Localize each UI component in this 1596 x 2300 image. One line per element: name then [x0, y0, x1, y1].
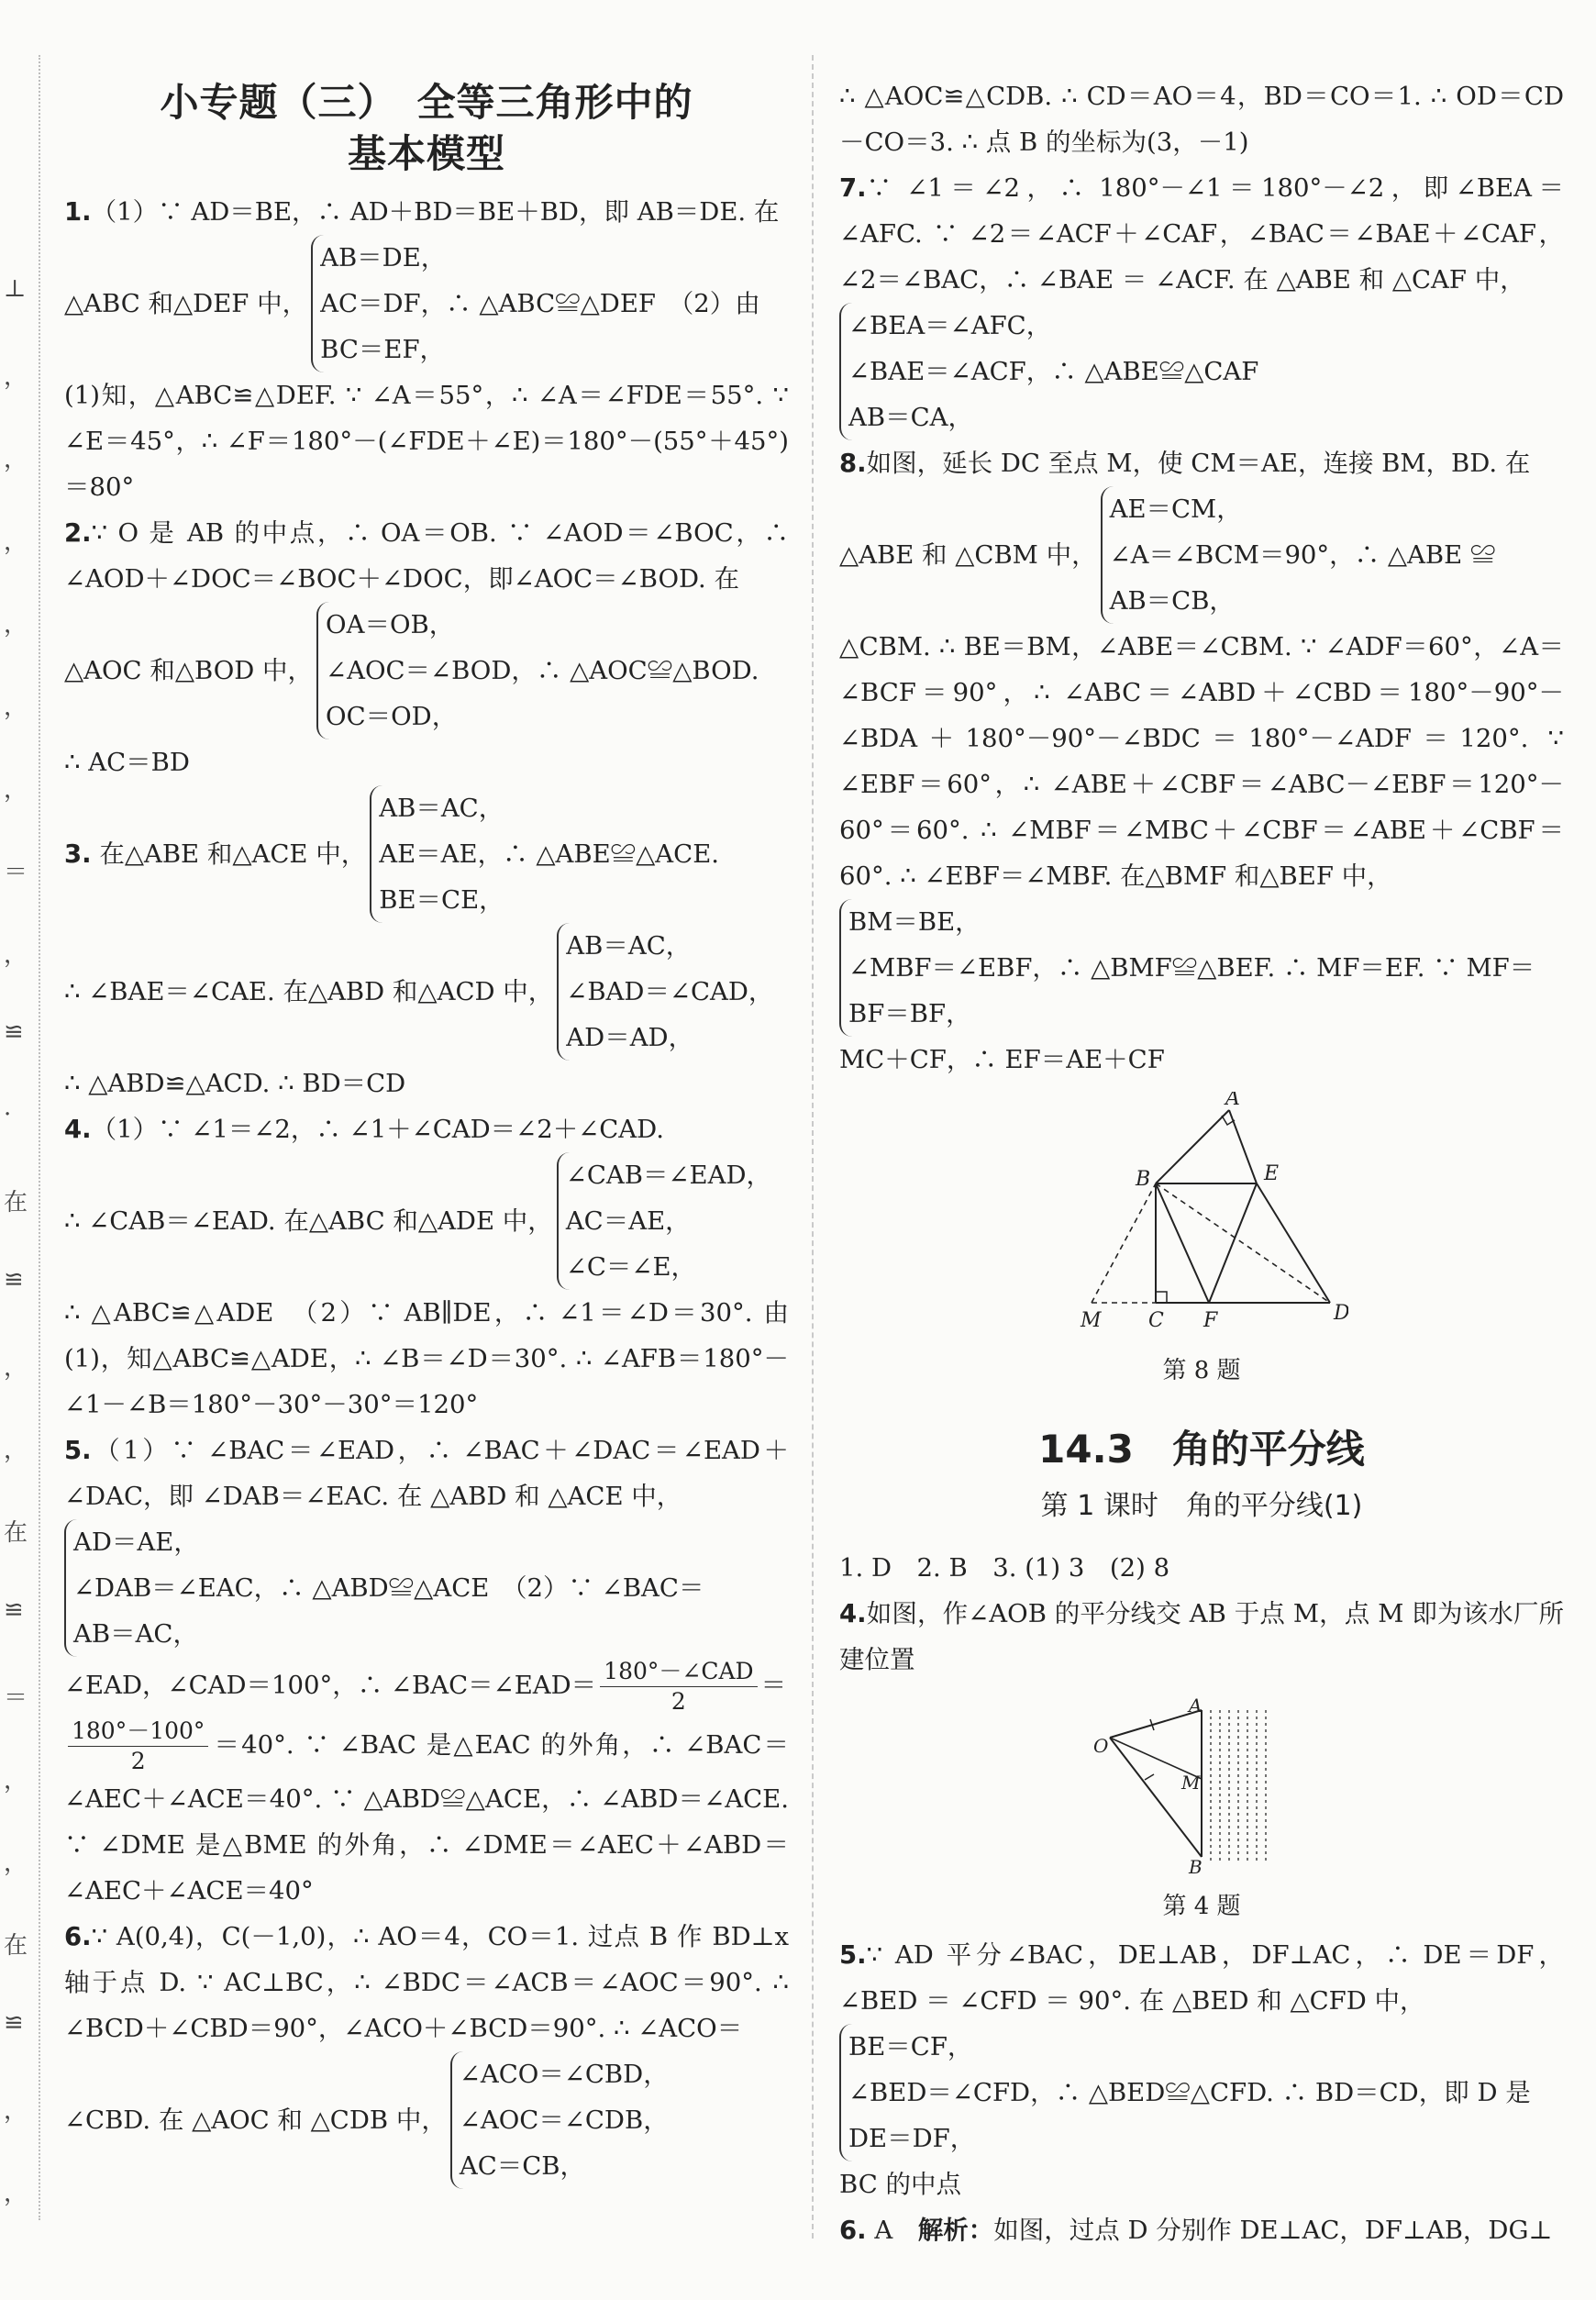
fig4-label-B: B [1189, 1856, 1203, 1875]
q1-brace [311, 235, 760, 372]
q7-system [839, 303, 1564, 440]
q3-brace-2 [557, 923, 773, 1061]
edge-mark: ， [4, 446, 28, 473]
fig4-label-M: M [1181, 1772, 1201, 1794]
edge-mark: 在 [4, 1519, 28, 1547]
q6-cond-2: ∠AOC＝∠CDB， [459, 2106, 669, 2135]
figure-8 [839, 1092, 1564, 1387]
figure-8-diagram [1055, 1092, 1348, 1339]
fig8-segment-ED [1257, 1183, 1330, 1303]
fig8-right-angle-C [1156, 1292, 1167, 1303]
title-line-2: 基本模型 [347, 131, 505, 176]
right-column [839, 73, 1564, 2253]
q6-continuation: ∴ △AOC≌△CDB. ∴ CD＝AO＝4，BD＝CO＝1. ∴ OD＝CD－CO＝3. ∴ 点 B 的坐标为(3，－1) [839, 82, 1564, 157]
edge-mark: ⊥ [4, 275, 27, 303]
edge-mark: ， [4, 2180, 28, 2207]
fig4-tick-2 [1145, 1774, 1154, 1780]
fig8-label-D: D [1334, 1302, 1348, 1325]
q5-conclusion: ＝40°. ∵ ∠BAC 是△EAC 的外角，∴ ∠BAC＝∠AEC＋∠ACE＝40°. ∵ △ABD≌△ACE，∴ ∠ABD＝∠ACE. ∵ ∠DME 是△BME 的外角，∴ ∠DME＝∠AEC＋∠ABD＝∠AEC＋∠ACE＝40° [64, 1730, 789, 1906]
fig4-ray-OA [1110, 1710, 1202, 1738]
fig8-label-E: E [1264, 1162, 1280, 1185]
q7-cond-2: ∠BAE＝∠ACF，∴ △ABE≌△CAF [848, 357, 1259, 386]
figure-8-caption: 第 8 题 [1162, 1357, 1241, 1384]
q1-intro [64, 189, 789, 235]
fig4-label-O: O [1093, 1735, 1109, 1757]
q2-cond-1: OA＝OB， [326, 610, 455, 639]
q1-system-pre: △ABC 和△DEF 中， [64, 289, 308, 318]
q5-fraction-2 [68, 1717, 208, 1776]
edge-mark: ≌ [4, 1596, 24, 1624]
r-q6-analysis-label: 解析： [917, 2216, 994, 2245]
q5-fraction-1 [600, 1657, 757, 1717]
edge-mark: 在 [4, 1932, 28, 1960]
q4-conclusion: ∴ △ABC≌△ADE （2）∵ AB∥DE，∴ ∠1＝∠D＝30°. 由(1)，知△ABC≌△ADE，∴ ∠B＝∠D＝30°. ∴ ∠AFB＝180°－∠1－∠B＝180°－30°－30°＝120° [64, 1298, 789, 1419]
q6-system-pre: ∠CBD. 在 △AOC 和 △CDB 中， [64, 2106, 447, 2135]
fig4-label-A: A [1189, 1694, 1203, 1717]
r-q6-number: 6. [839, 2216, 867, 2245]
q3-system-2 [64, 923, 789, 1061]
fig8-segment-EF [1209, 1183, 1257, 1303]
answers-1-3: 1. D 2. B 3. (1) 3 (2) 8 [839, 1553, 1170, 1583]
edge-mark: ， [4, 694, 28, 721]
r-q5-system [839, 2024, 1564, 2161]
q8-intro [839, 440, 1564, 486]
q6-number: 6. [64, 1922, 92, 1951]
edge-mark: · [4, 1101, 12, 1128]
figure-4-caption: 第 4 题 [1162, 1893, 1241, 1920]
q5-cond-1: AD＝AE， [73, 1528, 199, 1557]
fig8-label-A: A [1225, 1092, 1240, 1110]
q4-number: 4. [64, 1115, 92, 1144]
fig8-dashed-MB [1092, 1183, 1156, 1303]
edge-mark: ， [4, 611, 28, 639]
q2-cond-3: OC＝OD， [326, 702, 458, 731]
title-line-1: 小专题（三） 全等三角形中的 [160, 80, 693, 125]
q5-brace [64, 1519, 704, 1657]
q2-conclusion: ∴ AC＝BD [64, 748, 190, 777]
q8-brace [1101, 486, 1496, 624]
edge-mark: 在 [4, 1189, 28, 1217]
q5-fraction-1-num: 180°－∠CAD [600, 1657, 757, 1687]
q6-brace [450, 2051, 669, 2189]
q5-number: 5. [64, 1436, 92, 1465]
r-q5-conclusion: BC 的中点 [839, 2170, 962, 2199]
q8-number: 8. [839, 449, 867, 478]
r-q5-intro [839, 1932, 1564, 2024]
column-divider [812, 55, 814, 2239]
q4-brace [557, 1152, 771, 1290]
fig8-segment-BA [1156, 1110, 1229, 1183]
q3-system-pre: 在△ABE 和△ACE 中， [99, 839, 367, 869]
q3-cond-2: AE＝AE，∴ △ABE≌△ACE. [379, 839, 720, 869]
q2-cond-2: ∠AOC＝∠BOD，∴ △AOC≌△BOD. [326, 656, 759, 685]
q3-number: 3. [64, 839, 92, 869]
r-q5-text: ∵ AD 平分∠BAC，DE⊥AB，DF⊥AC，∴ DE＝DF，∠BED ＝ ∠CFD ＝ 90°. 在 △BED 和 △CFD 中， [839, 1940, 1564, 2016]
q7-text: ∵ ∠1＝∠2，∴ 180°－∠1＝180°－∠2，即∠BEA＝∠AFC. ∵ ∠2＝∠ACF＋∠CAF，∠BAC＝∠BAE＋∠CAF，∠2＝∠BAC，∴ ∠BAE ＝ ∠ACF. 在 △ABE 和 △CAF 中， [839, 173, 1564, 294]
fig4-river-hatching [1211, 1710, 1266, 1861]
q8-body: △CBM. ∴ BE＝BM，∠ABE＝∠CBM. ∵ ∠ADF＝60°，∠A＝∠BCF＝90°，∴ ∠ABC＝∠ABD＋∠CBD＝180°－90°－∠BDA＋180°－90°－∠BDC＝180°－∠ADF＝120°. ∵ ∠EBF＝60°，∴ ∠ABE＋∠CBF＝∠ABC－∠EBF＝120°－60°＝60°. ∴ ∠MBF＝∠MBC＋∠CBF＝∠ABE＋∠CBF＝60°. ∴ ∠EBF＝∠MBF. 在△BMF 和△BEF 中， [839, 632, 1564, 891]
q5-fraction-pre: ∠EAD，∠CAD＝100°，∴ ∠BAC＝∠EAD＝ [64, 1671, 597, 1700]
q2-text: ∵ O 是 AB 的中点，∴ OA＝OB. ∵ ∠AOD＝∠BOC，∴ ∠AOD＋∠DOC＝∠BOC＋∠DOC，即∠AOC＝∠BOD. 在 [64, 518, 789, 594]
fig4-ray-OB [1110, 1738, 1202, 1857]
q3-cond-3: BE＝CE， [379, 885, 504, 915]
q8-text: 如图，延长 DC 至点 M，使 CM＝AE，连接 BM，BD. 在 [866, 449, 1531, 478]
r-q5-cond-3: DE＝DF， [848, 2124, 976, 2153]
q4-cond-2: AC＝AE， [565, 1206, 691, 1236]
q8-cond-2: ∠A＝∠BCM＝90°，∴ △ABE ≌ [1109, 540, 1496, 570]
q1-cond-3: BC＝EF， [320, 335, 446, 364]
q8-system-2 [839, 899, 1564, 1037]
q4-cond-3: ∠C＝∠E， [565, 1252, 697, 1282]
q8-cond-3: AB＝CB， [1109, 586, 1235, 616]
q4-cond-1: ∠CAB＝∠EAD， [565, 1161, 771, 1190]
q1-conclusion: (1)知，△ABC≌△DEF. ∵ ∠A＝55°，∴ ∠A＝∠FDE＝55°. ∵ ∠E＝45°，∴ ∠F＝180°－(∠FDE＋∠E)＝180°－(55°＋45°)＝80° [64, 381, 789, 502]
q1-cond-2: AC＝DF，∴ △ABC≌△DEF （2）由 [320, 289, 760, 318]
edge-mark: ， [4, 1437, 28, 1464]
q3-system [64, 785, 789, 923]
r-q4-intro [839, 1591, 1564, 1683]
q4-system [64, 1152, 789, 1290]
q3-system-2-pre: ∴ ∠BAE＝∠CAE. 在△ABD 和△ACD 中， [64, 977, 554, 1006]
edge-mark: ， [4, 941, 28, 969]
fig8-label-F: F [1203, 1309, 1218, 1332]
q5-fraction-2-den: 2 [130, 1748, 146, 1774]
edge-mark: ， [4, 363, 28, 391]
r-q5-brace [839, 2024, 1531, 2161]
q5-fraction-1-den: 2 [671, 1688, 686, 1715]
q6-system [64, 2051, 789, 2189]
q2-system [64, 602, 789, 739]
edge-mark: ， [4, 776, 28, 804]
edge-mark: ， [4, 2097, 28, 2125]
r-q6-text: 如图，过点 D 分别作 DE⊥AC，DF⊥AB，DG⊥ [993, 2216, 1553, 2245]
edge-mark: ， [4, 1767, 28, 1794]
q2-number: 2. [64, 518, 92, 548]
r-q4-text: 如图，作∠AOB 的平分线交 AB 于点 M，点 M 即为该水厂所建位置 [839, 1599, 1564, 1674]
edge-mark: ≌ [4, 1018, 24, 1046]
q6-intro [64, 1914, 789, 2051]
q3-cond-1: AB＝AC， [379, 794, 504, 823]
q8-cond2-1: BM＝BE， [848, 907, 981, 937]
q1-text: （1）∵ AD＝BE，∴ AD＋BD＝BE＋BD，即 AB＝DE. 在 [91, 197, 780, 227]
section-14-3-title: 14.3 角的平分线 [1038, 1427, 1365, 1472]
fig8-label-B: B [1136, 1168, 1151, 1191]
fig8-label-C: C [1148, 1309, 1164, 1332]
lesson-title: 第 1 课时 角的平分线(1) [1040, 1490, 1363, 1522]
q2-brace [316, 602, 759, 739]
q3-cond2-1: AB＝AC， [566, 931, 692, 961]
q5-cond-2: ∠DAB＝∠EAC，∴ △ABD≌△ACE （2）∵ ∠BAC＝ [73, 1573, 704, 1603]
r-q5-cond-2: ∠BED＝∠CFD，∴ △BED≌△CFD. ∴ BD＝CD，即 D 是 [848, 2078, 1531, 2107]
left-column [64, 64, 789, 2189]
q7-cond-1: ∠BEA＝∠AFC， [848, 311, 1052, 340]
q5-cond-3: AB＝AC， [73, 1619, 198, 1649]
q2-intro [64, 510, 789, 602]
r-q6-answer: A [874, 2216, 893, 2245]
edge-mark: ≌ [4, 1266, 24, 1294]
q5-equals: ＝ [760, 1671, 787, 1700]
r-q5-cond-1: BE＝CF， [848, 2032, 973, 2061]
q1-number: 1. [64, 197, 92, 227]
q6-cond-1: ∠ACO＝∠CBD， [459, 2060, 669, 2089]
q5-fraction-2-num: 180°－100° [68, 1717, 208, 1747]
q5-rest [64, 1717, 789, 1914]
q4-system-pre: ∴ ∠CAB＝∠EAD. 在△ABC 和△ADE 中， [64, 1206, 553, 1236]
q3-brace [370, 785, 719, 923]
q6-cond-3: AC＝CB， [459, 2151, 586, 2181]
q8-conclusion: MC＋CF，∴ EF＝AE＋CF [839, 1045, 1165, 1074]
q3-cond2-2: ∠BAD＝∠CAD， [566, 977, 774, 1006]
edge-mark: ≌ [4, 2009, 24, 2037]
q7-brace [839, 303, 1258, 440]
q8-system [839, 486, 1564, 624]
edge-mark: ＝ [4, 859, 28, 886]
q5-fraction-line [64, 1657, 789, 1717]
q3-cond2-3: AD＝AD， [566, 1023, 694, 1052]
q4-text: （1）∵ ∠1＝∠2，∴ ∠1＋∠CAD＝∠2＋∠CAD. [91, 1115, 664, 1144]
q5-intro [64, 1428, 789, 1519]
section-title [64, 77, 789, 180]
q1-system [64, 235, 789, 372]
fig8-label-M: M [1081, 1309, 1102, 1332]
q7-number: 7. [839, 173, 867, 203]
binding-edge [39, 55, 40, 2220]
q1-cond-1: AB＝DE， [320, 243, 447, 272]
q3-conclusion: ∴ △ABD≌△ACD. ∴ BD＝CD [64, 1069, 406, 1098]
r-q5-number: 5. [839, 1940, 867, 1970]
q8-cond2-2: ∠MBF＝∠EBF，∴ △BMF≌△BEF. ∴ MF＝EF. ∵ MF＝ [848, 953, 1535, 983]
r-q6 [839, 2207, 1564, 2253]
q7-intro [839, 165, 1564, 303]
edge-mark: ， [4, 1354, 28, 1382]
q5-system [64, 1519, 789, 1657]
q8-system-pre: △ABE 和 △CBM 中， [839, 540, 1097, 570]
r-q4-number: 4. [839, 1599, 867, 1628]
q7-cond-3: AB＝CA， [848, 403, 973, 432]
q8-cond2-3: BF＝BF， [848, 999, 971, 1028]
edge-mark: ， [4, 1850, 28, 1877]
q5-text: （1）∵ ∠BAC＝∠EAD，∴ ∠BAC＋∠DAC＝∠EAD＋∠DAC，即 ∠DAB＝∠EAC. 在 △ABD 和 △ACE 中， [64, 1436, 789, 1511]
q6-text: ∵ A(0,4)，C(－1,0)，∴ AO＝4，CO＝1. 过点 B 作 BD⊥x 轴于点 D. ∵ AC⊥BC，∴ ∠BDC＝∠ACB＝∠AOC＝90°. ∴ ∠BCD＋∠CBD＝90°，∠ACO＋∠BCD＝90°. ∴ ∠ACO＝ [64, 1922, 789, 2043]
q4-intro [64, 1106, 789, 1152]
q2-system-pre: △AOC 和△BOD 中， [64, 656, 314, 685]
edge-mark: ＝ [4, 1684, 28, 1712]
figure-4 [839, 1692, 1564, 1923]
figure-4-diagram [1082, 1692, 1321, 1875]
q8-cond-1: AE＝CM， [1109, 494, 1242, 524]
edge-mark: ， [4, 528, 28, 556]
q8-brace-2 [839, 899, 1535, 1037]
